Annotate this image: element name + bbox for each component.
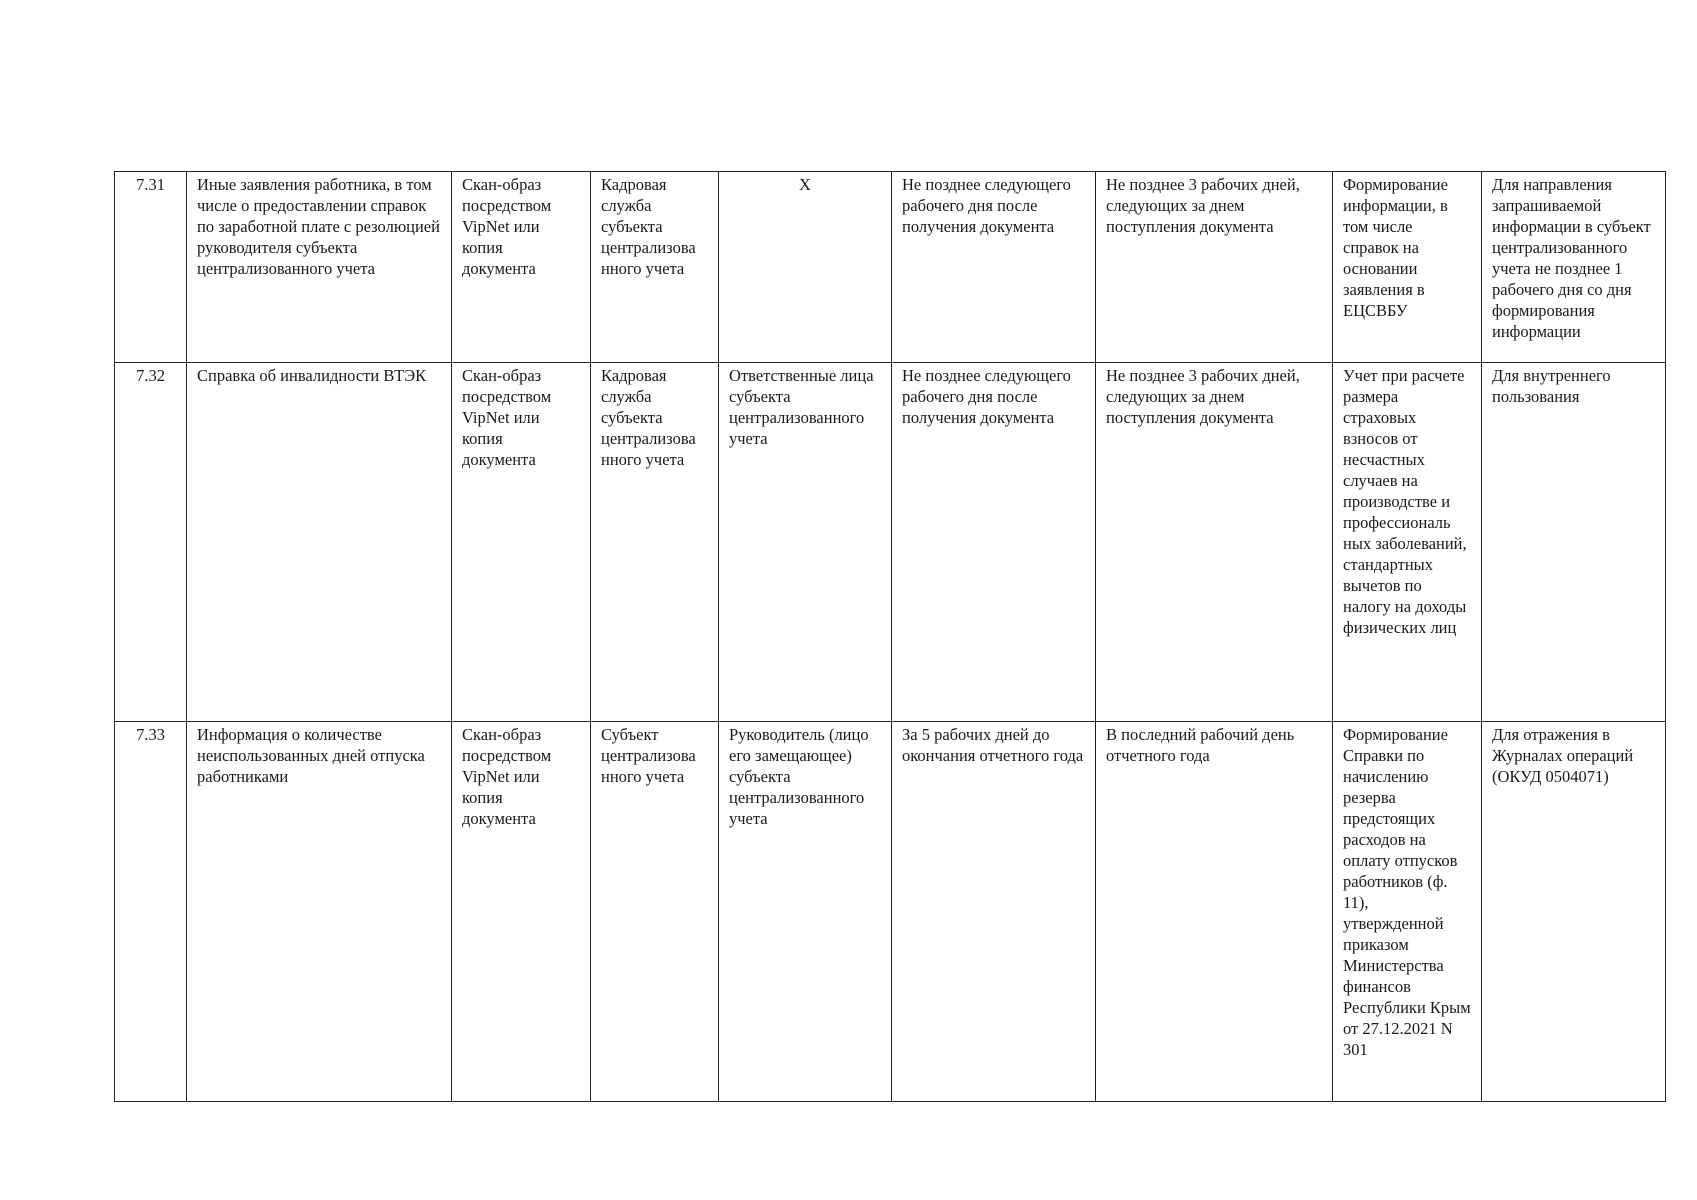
note-cell: Для направления запрашиваемой информации в субъект централизованного учета не позднее 1 рабочего дня со дня формирования информации [1482,172,1666,363]
purpose-cell: Формирование Справки по начислению резерва предстоящих расходов на оплату отпусков работников (ф. 11), утвержденной приказом Министерства финансов Республики Крым от 27.12.2021 N 301 [1333,722,1482,1102]
form-cell: Скан-образ посредством VipNet или копия документа [452,172,591,363]
note-cell: Для внутреннего пользования [1482,363,1666,722]
signer-cell: Ответственные лица субъекта централизованного учета [719,363,892,722]
row-number: 7.31 [115,172,187,363]
compiler-cell: Субъект централизова нного учета [591,722,719,1102]
compiler-cell: Кадровая служба субъекта централизова нного учета [591,172,719,363]
signer-cell: Руководитель (лицо его замещающее) субъекта централизованного учета [719,722,892,1102]
document-name-cell: Иные заявления работника, в том числе о предоставлении справок по заработной плате с резолюцией руководителя субъекта централизованного учета [187,172,452,363]
table-row [115,363,1666,722]
document-name-cell: Справка об инвалидности ВТЭК [187,363,452,722]
submit-deadline-cell: Не позднее следующего рабочего дня после получения документа [892,172,1096,363]
table-row [115,722,1666,1102]
purpose-cell: Формирование информации, в том числе справок на основании заявления в ЕЦСВБУ [1333,172,1482,363]
note-cell: Для отражения в Журналах операций (ОКУД 0504071) [1482,722,1666,1102]
row-number: 7.32 [115,363,187,722]
document-name-cell: Информация о количестве неиспользованных дней отпуска работниками [187,722,452,1102]
document-table [114,171,1666,1102]
purpose-cell: Учет при расчете размера страховых взносов от несчастных случаев на производстве и профессиональ ных заболеваний, стандартных вычетов по налогу на доходы физических лиц [1333,363,1482,722]
compiler-cell: Кадровая служба субъекта централизова нного учета [591,363,719,722]
process-deadline-cell: Не позднее 3 рабочих дней, следующих за днем поступления документа [1096,172,1333,363]
table-row [115,172,1666,363]
form-cell: Скан-образ посредством VipNet или копия документа [452,363,591,722]
row-number: 7.33 [115,722,187,1102]
signer-cell: Х [719,172,892,363]
submit-deadline-cell: Не позднее следующего рабочего дня после получения документа [892,363,1096,722]
submit-deadline-cell: За 5 рабочих дней до окончания отчетного года [892,722,1096,1102]
process-deadline-cell: Не позднее 3 рабочих дней, следующих за днем поступления документа [1096,363,1333,722]
process-deadline-cell: В последний рабочий день отчетного года [1096,722,1333,1102]
form-cell: Скан-образ посредством VipNet или копия документа [452,722,591,1102]
